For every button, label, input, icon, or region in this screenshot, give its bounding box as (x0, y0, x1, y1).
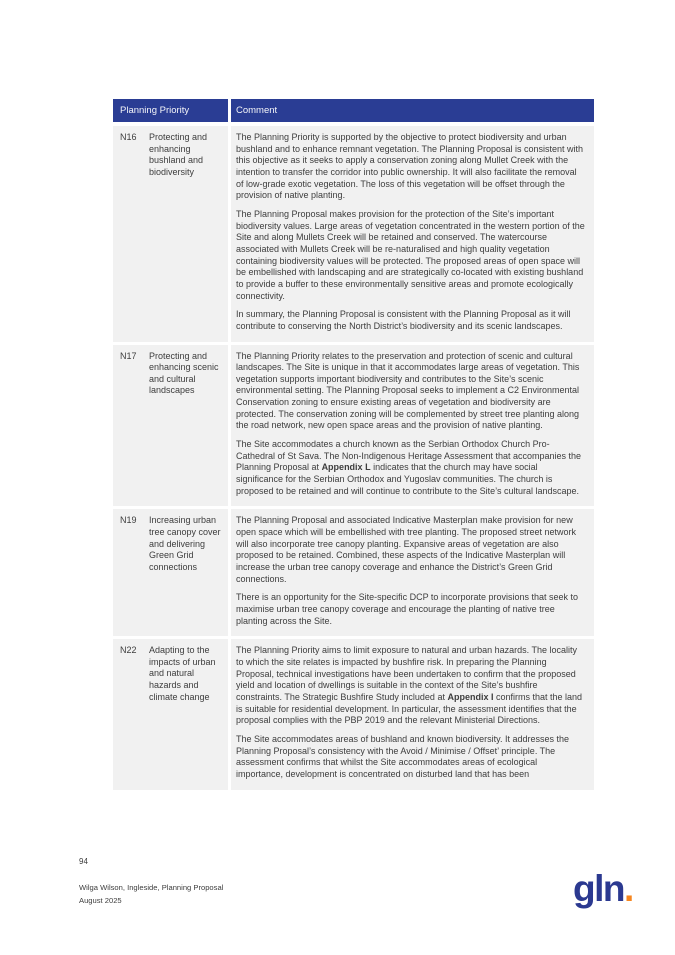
table-row (113, 509, 594, 636)
page-number: 94 (79, 857, 88, 866)
comment-cell (231, 509, 594, 636)
comment-cell (231, 345, 594, 507)
text-segment: The Planning Priority aims to limit exposure to natural and urban hazards. The locality to which the site relates is impacted by bushfire risk. In preparing the Planning Proposal, technical investigations have been undertaken to confirm that the proposed yield and location of dwellings is suitable in the context of the Site’s bushfire constraints. The Strategic Bushfire Study included at (236, 645, 578, 702)
row-priority-label: Adapting to the impacts of urban and natural hazards and climate change (149, 645, 216, 702)
text-segment: In summary, the Planning Proposal is consistent with the Planning Proposal as it will contribute to conserving the North District’s biodiversity and its scenic landscapes. (236, 309, 571, 331)
text-segment: confirms that the land is suitable for residential development. In particular, the assessment identifies that the proposal complies with the PBP 2019 and the relevant Ministerial Directions. (236, 691, 583, 726)
bold-text: Appendix I (447, 691, 494, 702)
gln-logo-dot: . (623, 868, 633, 909)
row-code: N16 (120, 132, 137, 142)
row-code: N22 (120, 645, 137, 656)
table-row (113, 345, 594, 507)
comment-paragraph (236, 592, 585, 627)
planning-priority-table (113, 99, 594, 793)
text-segment: There is an opportunity for the Site-specific DCP to incorporate provisions that seek to maximise urban tree canopy coverage and encourage the planting of native tree planting across the Site. (236, 592, 579, 626)
comment-paragraph (236, 645, 585, 727)
priority-cell (113, 509, 228, 636)
bold-text: Appendix L (321, 462, 371, 473)
text-segment: The Planning Proposal makes provision for the protection of the Site’s important biodiversity values. Large areas of vegetation concentrated in the western portion of the Site and along Mullets Creek will be retained and conserved. The watercourse associated with Mullets Creek will be re-naturalised and high quality vegetation containing biodiversity values will be protected. The proposed areas of open space will be embellished with landscaping and are strategically co-located with existing bushland to provide a buffer to these environmentally sensitive areas and promote ecologically connectivity. (236, 208, 585, 301)
table-header-row (113, 99, 594, 122)
gln-logo-text: gln (573, 868, 624, 909)
priority-cell (113, 639, 228, 789)
footer (79, 881, 223, 907)
table-body (113, 126, 594, 790)
table-header-planning-priority: Planning Priority (113, 99, 228, 122)
comment-paragraph (236, 309, 585, 332)
comment-cell (231, 126, 594, 342)
row-priority-label: Protecting and enhancing bushland and biodiversity (149, 132, 208, 177)
comment-paragraph (236, 734, 585, 781)
text-segment: The Planning Proposal and associated Indicative Masterplan make provision for new open space which will be embellished with tree planting. The proposed street network will also incorporate tree canopy planting. Expansive areas of vegetation are also proposed to be retained. Combined, these aspects of the Indicative Masterplan will increase the urban tree canopy coverage and enhance the District’s Green Grid connections. (236, 515, 577, 584)
text-segment: The Site accommodates areas of bushland and known biodiversity. It addresses the Planning Proposal’s consistency with the Avoid / Minimise / Offset’ principle. The assessment confirms that whilst the Site accommodates areas of ecological importance, development is concentrated on disturbed land that has been (236, 733, 570, 779)
text-segment: The Planning Priority is supported by the objective to protect biodiversity and urban bushland and to enhance remnant vegetation. The Planning Proposal is consistent with this objective as it seeks to apply a conservation zoning along Mullet Creek with the intention to transfer the corridor into public ownership. It will also facilitate the removal of low-grade exotic vegetation. The loss of this vegetation will be offset through the provision of native planting. (236, 132, 584, 201)
priority-cell (113, 345, 228, 507)
footer-date: August 2025 (79, 896, 122, 905)
comment-paragraph (236, 132, 585, 202)
text-segment: The Planning Priority relates to the preservation and protection of scenic and cultural landscapes. The Site is unique in that it accommodates large areas of vegetation. This vegetation supports important biodiversity and contributes to the Site’s scenic environmental setting. The Planning Proposal seeks to implement a C2 Environmental Conservation zoning to ensure existing areas of vegetation and biodiversity are protected. The conservation zoning will be complemented by street tree planting along the road network, new open space areas and the provision of native planting. (236, 350, 580, 431)
comment-paragraph (236, 209, 585, 302)
text-segment: The Site accommodates a church known as the Serbian Orthodox Church Pro-Cathedral of St Sava. The Non-Indigenous Heritage Assessment that accompanies the Planning Proposal at (236, 439, 582, 473)
table-header-comment: Comment (231, 99, 594, 122)
comment-cell (231, 639, 594, 789)
footer-document-title: Wilga Wilson, Ingleside, Planning Proposal (79, 883, 224, 892)
comment-paragraph (236, 351, 585, 433)
text-segment: indicates that the church may have social significance for the Serbian Orthodox and Yugoslav communities. The church is proposed to be retained and will continue to contribute to the Site’s cultural landscape. (236, 462, 580, 496)
row-priority-label: Increasing urban tree canopy cover and delivering Green Grid connections (149, 515, 221, 572)
comment-paragraph (236, 515, 585, 585)
comment-paragraph (236, 439, 585, 497)
row-code: N19 (120, 515, 137, 526)
priority-cell (113, 126, 228, 342)
table-row (113, 126, 594, 342)
row-priority-label: Protecting and enhancing scenic and cultural landscapes (149, 350, 219, 396)
gln-logo (573, 869, 633, 909)
row-code: N17 (120, 350, 137, 361)
table-row (113, 639, 594, 789)
